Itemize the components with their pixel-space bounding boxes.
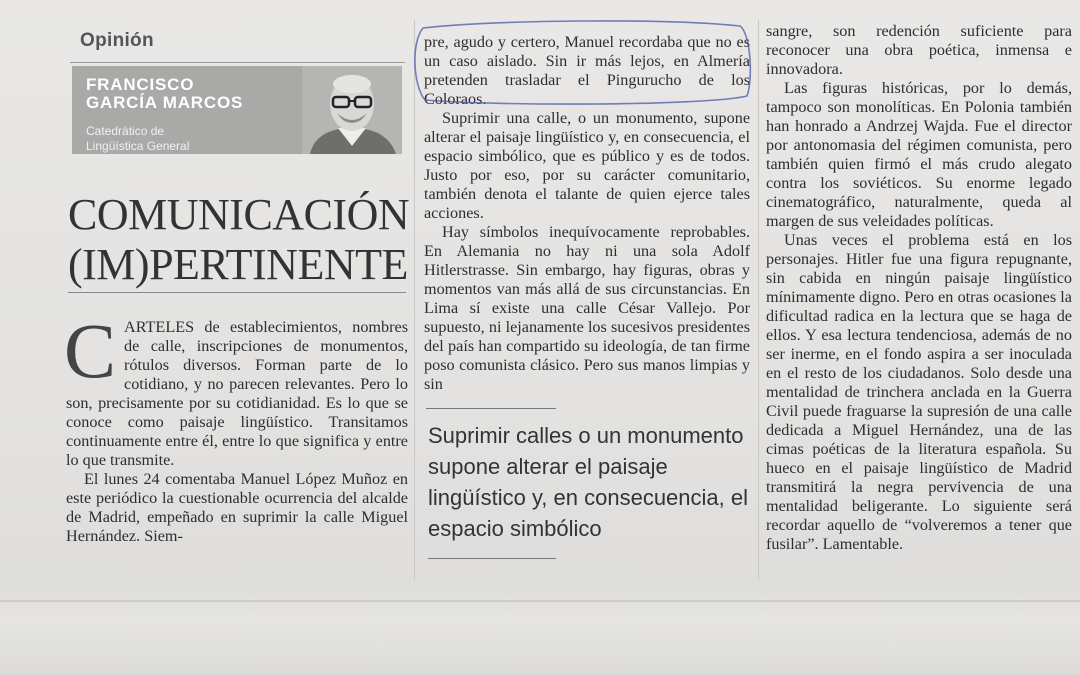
paragraph: Hay símbolos inequívocamente reprobables. En Alemania no hay ni una sola Adolf Hitlerstrasse. Sin embargo, hay figuras, obras y momentos van más allá de sus circunstancias. En Lima sí existe una calle César Vallejo. Por supuesto, ni lejanamente los sucesivos presidentes del país han compartido su ideología, de tan firme poso comunista clásico. Pero sus manos limpias y sin [424,223,750,393]
headline-line2: (IM)PERTINENTE [68,240,408,289]
paper-lower-fold [0,585,1080,675]
headline [68,190,408,290]
author-role [86,124,189,154]
section-label: Opinión [80,30,154,51]
author-photo [302,66,402,154]
pull-quote: Suprimir calles o un monumento supone alterar el paisaje lingüístico y, en consecuencia, el espacio simbólico [428,423,748,541]
paragraph: El lunes 24 comentaba Manuel López Muñoz en este periódico la cuestionable ocurrencia del alcalde de Madrid, empeñado en suprimir la calle Miguel Hernández. Siem- [66,470,408,545]
column-divider [758,20,759,580]
paragraph: Unas veces el problema está en los personajes. Hitler fue una figura repugnante, sin cabida en ningún paisaje lingüístico mínimamente digno. Pero en otras ocasiones la dificultad radica en la lectura que se haga de ellos. Y esa lectura tendenciosa, además de no ser inerme, en el fondo aspira a ser inoculada en el resto de los ciudadanos. Solo desde una mentalidad de trinchera anclada en la Guerra Civil puede fraguarse la supresión de una calle dedicada a Miguel Hernández, una de las cimas poéticas de la literatura española. Su hueco en el paisaje lingüístico de Madrid transmitirá la negra pervivencia de una mentalidad beligerante. Lo siguiente será recordar aquello de “volveremos a tener que fusilar”. Lamentable. [766,231,1072,553]
paragraph: sangre, son redención suficiente para reconocer una obra poética, inmensa e innovadora. [766,22,1072,78]
pull-quote-rule-top [426,408,556,409]
column-divider [414,20,415,580]
fold-line [0,600,1080,602]
pull-quote-rule-bottom [428,558,556,559]
headline-rule [68,292,406,293]
paragraph: Las figuras históricas, por lo demás, tampoco son monolíticas. En Polonia también han honrado a Andrzej Wajda. Fue el director por antonomasia del régimen comunista, pero también quien firmó el más crudo alegato contra los soviéticos. Su enorme legado cinematográfico, naturalmente, queda al margen de sus veleidades políticas. [766,79,1072,230]
author-name-line2: GARCÍA MARCOS [86,93,244,112]
author-role-line1: Catedrático de [86,124,165,138]
paragraph: Suprimir una calle, o un monumento, supone alterar el paisaje lingüístico y, en consecuencia, el espacio simbólico, que es público y es de todos. Justo por eso, por su carácter comunitario, también denota el talante de quien ejerce tales acciones. [424,109,750,222]
author-role-line2: Lingüística General [86,139,190,153]
author-box [72,66,402,154]
paragraph: ARTELES de establecimientos, nombres de calle, inscripciones de monumentos, rótulos diversos. Forman parte de lo cotidiano, y no parecen relevantes. Pero lo son, precisamente por su cotidianidad. Es lo que se conoce como paisaje lingüístico. Transitamos continuamente entre él, entre lo que significa y entre lo que transmite. [66,318,408,469]
article-column-1 [64,307,408,546]
author-name-line1: FRANCISCO [86,75,195,94]
paragraph: pre, agudo y certero, Manuel recordaba que no es un caso aislado. Sin ir más lejos, en Almería pretenden trasladar el Pingurucho de los Coloraos. [424,33,750,108]
header-rule [70,62,405,63]
headline-line1: COMUNICACIÓN [68,190,410,239]
author-name [86,76,243,112]
drop-cap: C [64,307,117,394]
article-column-3 [766,22,1072,554]
article-column-2 [424,33,750,394]
